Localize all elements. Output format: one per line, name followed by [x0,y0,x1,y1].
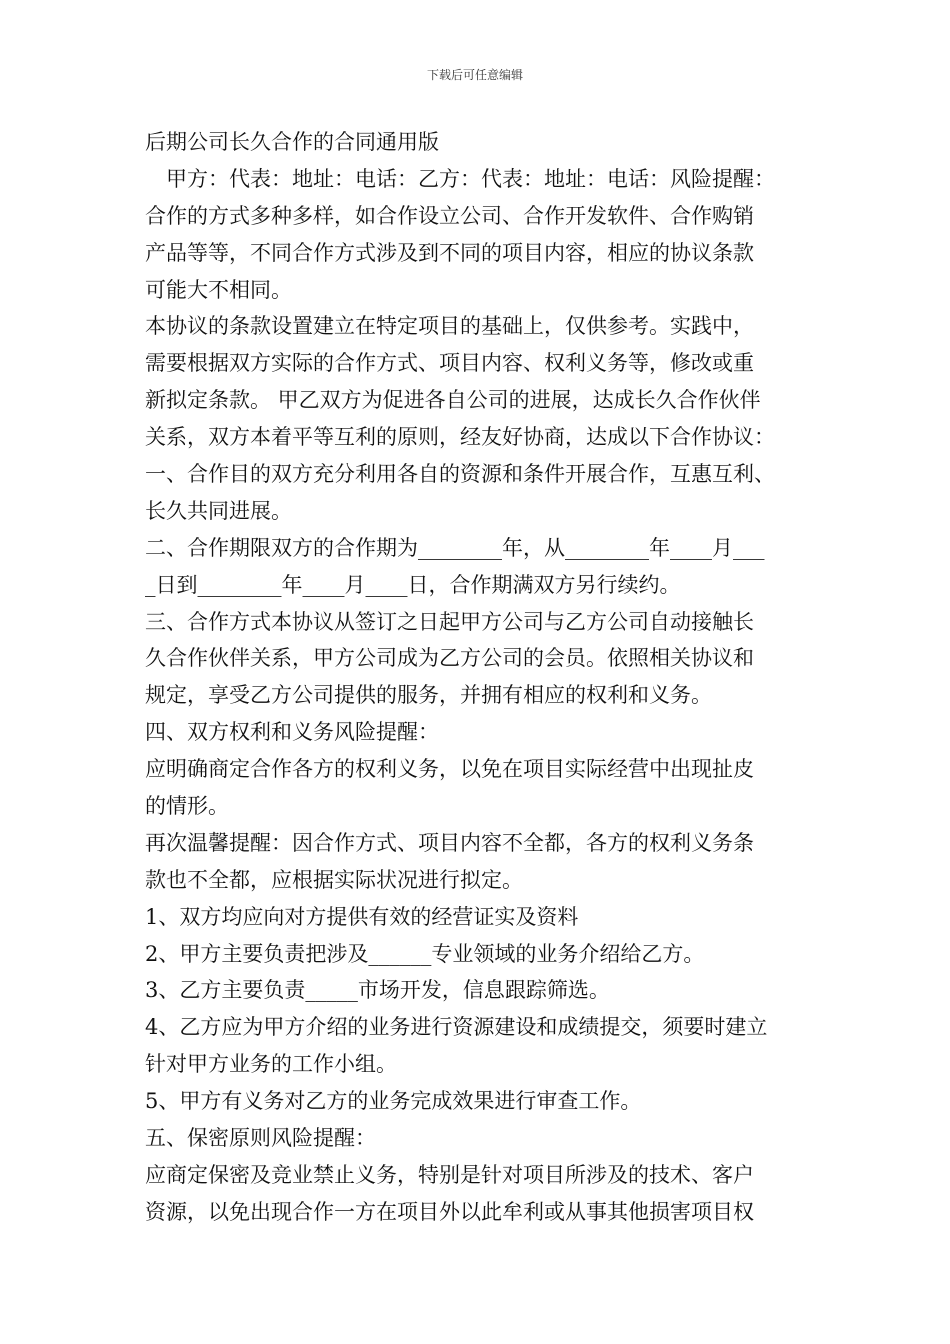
list-item: 1、双方均应向对方提供有效的经营证实及资料 [145,904,579,929]
list-item: 2、甲方主要负责把涉及______专业领域的业务介绍给乙方。 [145,941,705,966]
text-line: 再次温馨提醒：因合作方式、项目内容不全都，各方的权利义务条 [145,830,754,855]
section-heading: 四、双方权利和义务风险提醒： [145,720,439,745]
text-line: 资源，以免出现合作一方在项目外以此牟利或从事其他损害项目权 [145,1199,754,1224]
section-heading: 三、合作方式本协议从签订之日起甲方公司与乙方公司自动接触长 [145,609,754,634]
document-body [145,124,835,1231]
text-line: 合作的方式多种多样，如合作设立公司、合作开发软件、合作购销 [145,203,754,228]
text-line: 长久共同进展。 [145,498,292,523]
text-line: 久合作伙伴关系，甲方公司成为乙方公司的会员。依照相关协议和 [145,646,754,671]
text-line: 的情形。 [145,794,229,819]
text-line: 应商定保密及竞业禁止义务，特别是针对项目所涉及的技术、客户 [145,1162,754,1187]
list-item: 5、甲方有义务对乙方的业务完成效果进行审查工作。 [145,1089,642,1114]
section-heading: 一、合作目的双方充分利用各自的资源和条件开展合作，互惠互利、 [145,462,775,487]
text-line: 甲方：代表：地址：电话：乙方：代表：地址：电话：风险提醒： [166,166,775,191]
text-line: 需要根据双方实际的合作方式、项目内容、权利义务等，修改或重 [145,351,754,376]
text-line: 产品等等，不同合作方式涉及到不同的项目内容，相应的协议条款 [145,240,754,265]
text-line: _日到________年____月____日，合作期满双方另行续约。 [145,572,681,597]
text-line: 新拟定条款。 甲乙双方为促进各自公司的进展，达成长久合作伙伴 [145,388,761,413]
page-header: 下载后可任意编辑 [426,68,523,82]
list-item: 3、乙方主要负责_____市场开发，信息跟踪筛选。 [145,978,610,1003]
section-heading: 五、保密原则风险提醒： [145,1126,376,1151]
text-line: 可能大不相同。 [145,277,292,302]
text-line: 应明确商定合作各方的权利义务，以免在项目实际经营中出现扯皮 [145,757,754,782]
text-line: 款也不全都，应根据实际状况进行拟定。 [145,867,523,892]
text-line: 针对甲方业务的工作小组。 [145,1052,397,1077]
list-item: 4、乙方应为甲方介绍的业务进行资源建设和成绩提交，须要时建立 [145,1015,768,1040]
document-title: 后期公司长久合作的合同通用版 [145,130,439,154]
section-heading: 二、合作期限双方的合作期为________年，从________年____月___ [145,535,765,560]
text-line: 关系，双方本着平等互利的原则，经友好协商，达成以下合作协议： [145,425,775,450]
text-line: 本协议的条款设置建立在特定项目的基础上，仅供参考。实践中， [145,314,754,339]
text-line: 规定，享受乙方公司提供的服务，并拥有相应的权利和义务。 [145,683,712,708]
